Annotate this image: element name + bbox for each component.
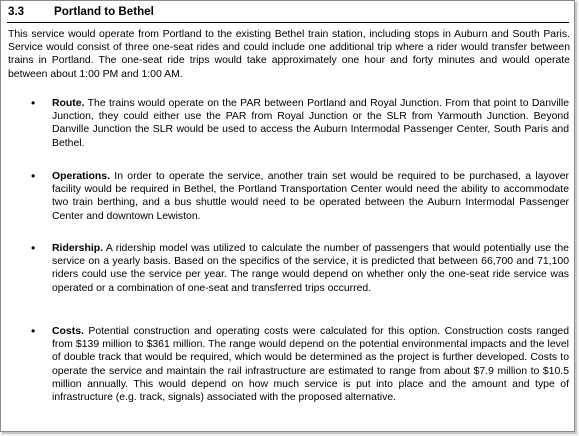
section-title: Portland to Bethel xyxy=(54,5,154,18)
section-heading xyxy=(7,3,569,23)
bullet-text: In order to operate the service, another train set would be required to be purchased, a layover facility would be required in Bethel, the Portland Transportation Center would need the ability to accommodate two train berthing, and a bus shuttle would need to be operated between the Auburn Intermodal Passenger Center and downtown Lewiston. xyxy=(52,171,569,222)
bullet-marker: • xyxy=(31,241,36,255)
bullet-body xyxy=(52,242,569,295)
bullet-text: A ridership model was utilized to calculate the number of passengers that would potentially use the service on a yearly basis. Based on the specifics of the service, it is predicted that between 66,700 and 71,100 riders could use the service per year. The range would depend on whether only the one-seat ride service was operated or a combination of one-seat and transferred trips occurred. xyxy=(52,243,569,294)
bullet-marker: • xyxy=(31,169,36,183)
section-number: 3.3 xyxy=(8,5,25,18)
bullet-body xyxy=(52,325,569,404)
bullet-text: The trains would operate on the PAR between Portland and Royal Junction. From that point to Danville Junction, they could either use the PAR from Royal Junction or the SLR from Yarmouth Junction. Beyond Danville Junction the SLR would be used to access the Auburn Intermodal Passenger Center, South Paris and Bethel. xyxy=(52,98,569,149)
intro-paragraph: This service would operate from Portland to the existing Bethel train station, including stops in Auburn and South Paris. Service would consist of three one-seat rides and could include one additional trip where a rider would transfer between trains in Portland. The one-seat ride trips would take approximately one hour and forty minutes and would operate between about 1:00 PM and 1:00 AM. xyxy=(8,29,570,80)
bullet-marker: • xyxy=(31,324,36,338)
bullet-label: Ridership. xyxy=(52,243,104,254)
bullet-label: Operations. xyxy=(52,171,110,182)
bullet-marker: • xyxy=(31,96,36,110)
bullet-text: Potential construction and operating costs were calculated for this option. Construction costs ranged from $139 million to $361 million. The range would depend on the potential environmental impacts and the level of double track that would be required, which would be determined as the project is further developed. Costs to operate the service and maintain the rail infrastructure are estimated to range from about $7.9 million to $10.5 million annually. This would depend on how much service is put into place and the amount and type of infrastructure (e.g. track, signals) associated with the proposed alternative. xyxy=(52,326,569,404)
bullet-body xyxy=(52,97,569,150)
bullet-label: Route. xyxy=(52,98,85,109)
bullet-label: Costs. xyxy=(52,326,84,337)
bullet-body xyxy=(52,170,569,223)
